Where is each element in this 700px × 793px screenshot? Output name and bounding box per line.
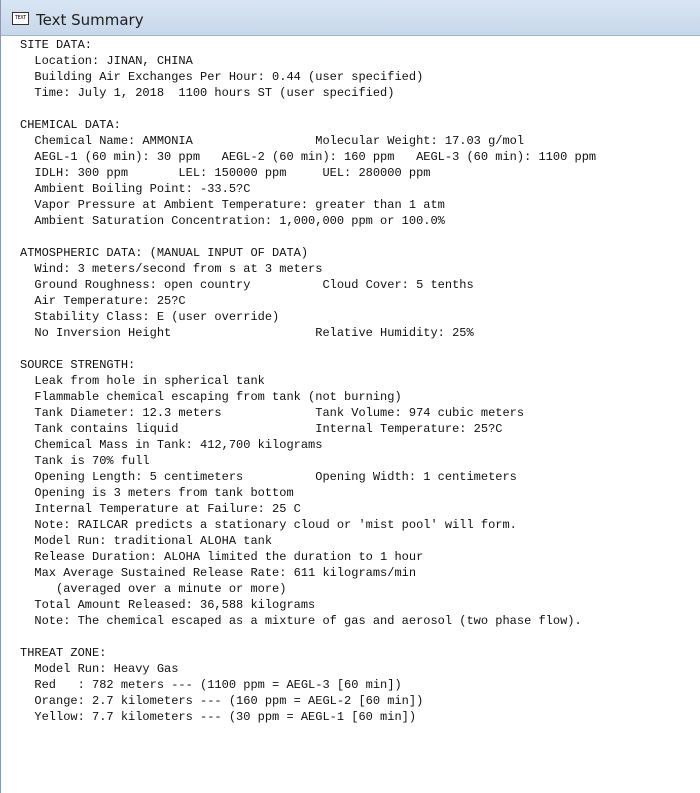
blank-line: [20, 101, 596, 117]
report-line: (averaged over a minute or more): [20, 582, 287, 596]
section-heading: SITE DATA:: [20, 38, 93, 52]
blank-line: [20, 341, 596, 357]
report-line: Tank contains liquid Internal Temperature: 25?C: [20, 422, 503, 436]
report-line: Model Run: traditional ALOHA tank: [20, 534, 273, 548]
blank-line: [20, 229, 596, 245]
report-line: Ambient Saturation Concentration: 1,000,000 ppm or 100.0%: [20, 214, 445, 228]
report-line: Leak from hole in spherical tank: [20, 374, 265, 388]
report-line: Ground Roughness: open country Cloud Cover: 5 tenths: [20, 278, 474, 292]
report-line: Release Duration: ALOHA limited the duration to 1 hour: [20, 550, 424, 564]
title-bar[interactable]: [1, 0, 700, 36]
report-line: No Inversion Height Relative Humidity: 25%: [20, 326, 474, 340]
window-title: Text Summary: [36, 11, 144, 29]
report-line: AEGL-1 (60 min): 30 ppm AEGL-2 (60 min): 160 ppm AEGL-3 (60 min): 1100 ppm: [20, 150, 597, 164]
section-heading: ATMOSPHERIC DATA: (MANUAL INPUT OF DATA): [20, 246, 309, 260]
report-line: Yellow: 7.7 kilometers --- (30 ppm = AEGL-1 [60 min]): [20, 710, 417, 724]
report-line: Note: RAILCAR predicts a stationary cloud or 'mist pool' will form.: [20, 518, 517, 532]
report-line: Internal Temperature at Failure: 25 C: [20, 502, 301, 516]
report-line: Model Run: Heavy Gas: [20, 662, 179, 676]
section-heading: SOURCE STRENGTH:: [20, 358, 136, 372]
report-line: Tank is 70% full: [20, 454, 150, 468]
report-line: Chemical Mass in Tank: 412,700 kilograms: [20, 438, 323, 452]
report-line: Building Air Exchanges Per Hour: 0.44 (user specified): [20, 70, 424, 84]
report-line: Time: July 1, 2018 1100 hours ST (user specified): [20, 86, 395, 100]
section-heading: THREAT ZONE:: [20, 646, 107, 660]
report-text-area[interactable]: [1, 37, 700, 793]
report-line: Opening Length: 5 centimeters Opening Width: 1 centimeters: [20, 470, 517, 484]
report-line: Air Temperature: 25?C: [20, 294, 186, 308]
summary-report: [20, 37, 596, 725]
report-line: Total Amount Released: 36,588 kilograms: [20, 598, 316, 612]
report-line: Tank Diameter: 12.3 meters Tank Volume: 974 cubic meters: [20, 406, 525, 420]
report-line: Note: The chemical escaped as a mixture of gas and aerosol (two phase flow).: [20, 614, 582, 628]
report-line: Chemical Name: AMMONIA Molecular Weight: 17.03 g/mol: [20, 134, 525, 148]
report-line: Wind: 3 meters/second from s at 3 meters: [20, 262, 323, 276]
text-document-icon: TEXT: [12, 12, 29, 25]
report-line: Location: JINAN, CHINA: [20, 54, 193, 68]
report-line: Orange: 2.7 kilometers --- (160 ppm = AEGL-2 [60 min]): [20, 694, 424, 708]
report-line: Max Average Sustained Release Rate: 611 kilograms/min: [20, 566, 417, 580]
report-line: Flammable chemical escaping from tank (not burning): [20, 390, 402, 404]
report-line: Red : 782 meters --- (1100 ppm = AEGL-3 [60 min]): [20, 678, 402, 692]
section-heading: CHEMICAL DATA:: [20, 118, 121, 132]
report-line: IDLH: 300 ppm LEL: 150000 ppm UEL: 280000 ppm: [20, 166, 431, 180]
report-line: Vapor Pressure at Ambient Temperature: greater than 1 atm: [20, 198, 445, 212]
report-line: Opening is 3 meters from tank bottom: [20, 486, 294, 500]
blank-line: [20, 629, 596, 645]
report-line: Stability Class: E (user override): [20, 310, 280, 324]
report-line: Ambient Boiling Point: -33.5?C: [20, 182, 251, 196]
